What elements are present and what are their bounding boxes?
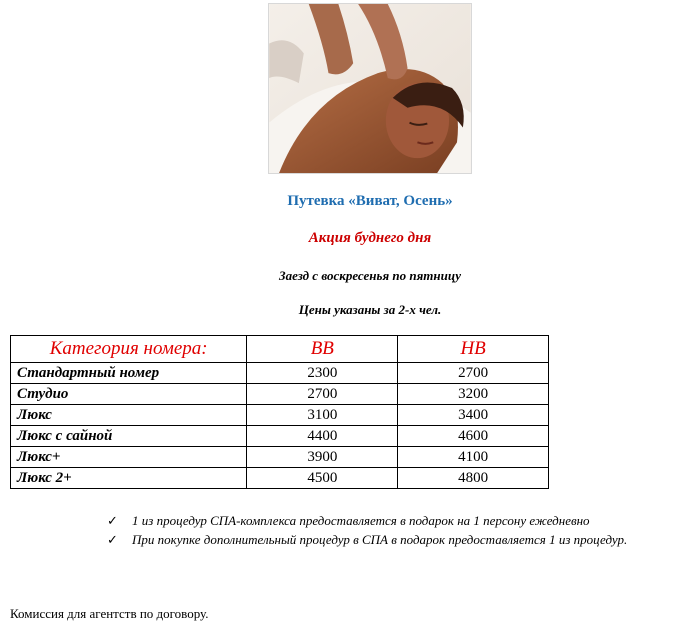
massage-photo [268, 3, 472, 174]
price-bb: 3100 [247, 405, 398, 426]
notes-list [104, 513, 684, 551]
checkmark-icon: ✓ [107, 513, 118, 528]
checkin-note: Заезд с воскресенья по пятницу [278, 268, 462, 283]
promo-label: Акция буднего дня [308, 230, 432, 246]
note-text: При покупке дополнительный процедур в СПА в подарок предоставляется 1 из процедур. [132, 532, 628, 547]
page-title: Путевка «Виват, Осень» [287, 193, 453, 209]
price-bb: 4500 [247, 468, 398, 489]
header-bb: BB [247, 336, 398, 363]
price-hb: 2700 [398, 363, 549, 384]
price-bb: 2300 [247, 363, 398, 384]
table-row [11, 447, 549, 468]
room-category: Студио [11, 384, 247, 405]
header-category: Категория номера: [11, 336, 247, 363]
table-row [11, 384, 549, 405]
header-hb: HB [398, 336, 549, 363]
price-hb: 4800 [398, 468, 549, 489]
price-hb: 3200 [398, 384, 549, 405]
table-row [11, 426, 549, 447]
table-row [11, 363, 549, 384]
table-row [11, 405, 549, 426]
room-category: Люкс [11, 405, 247, 426]
list-item [104, 532, 684, 547]
room-category: Стандартный номер [11, 363, 247, 384]
price-hb: 4100 [398, 447, 549, 468]
table-row [11, 468, 549, 489]
checkmark-icon: ✓ [107, 532, 118, 547]
price-hb: 4600 [398, 426, 549, 447]
commission-note: Комиссия для агентств по договору. [10, 606, 209, 621]
price-bb: 3900 [247, 447, 398, 468]
room-category: Люкс 2+ [11, 468, 247, 489]
list-item [104, 513, 684, 528]
note-text: 1 из процедур СПА-комплекса предоставляется в подарок на 1 персону ежедневно [132, 513, 590, 528]
price-bb: 2700 [247, 384, 398, 405]
price-table [10, 335, 549, 489]
room-category: Люкс+ [11, 447, 247, 468]
table-header-row [11, 336, 549, 363]
price-bb: 4400 [247, 426, 398, 447]
prices-note: Цены указаны за 2-х чел. [298, 302, 442, 317]
price-hb: 3400 [398, 405, 549, 426]
room-category: Люкс с сайной [11, 426, 247, 447]
